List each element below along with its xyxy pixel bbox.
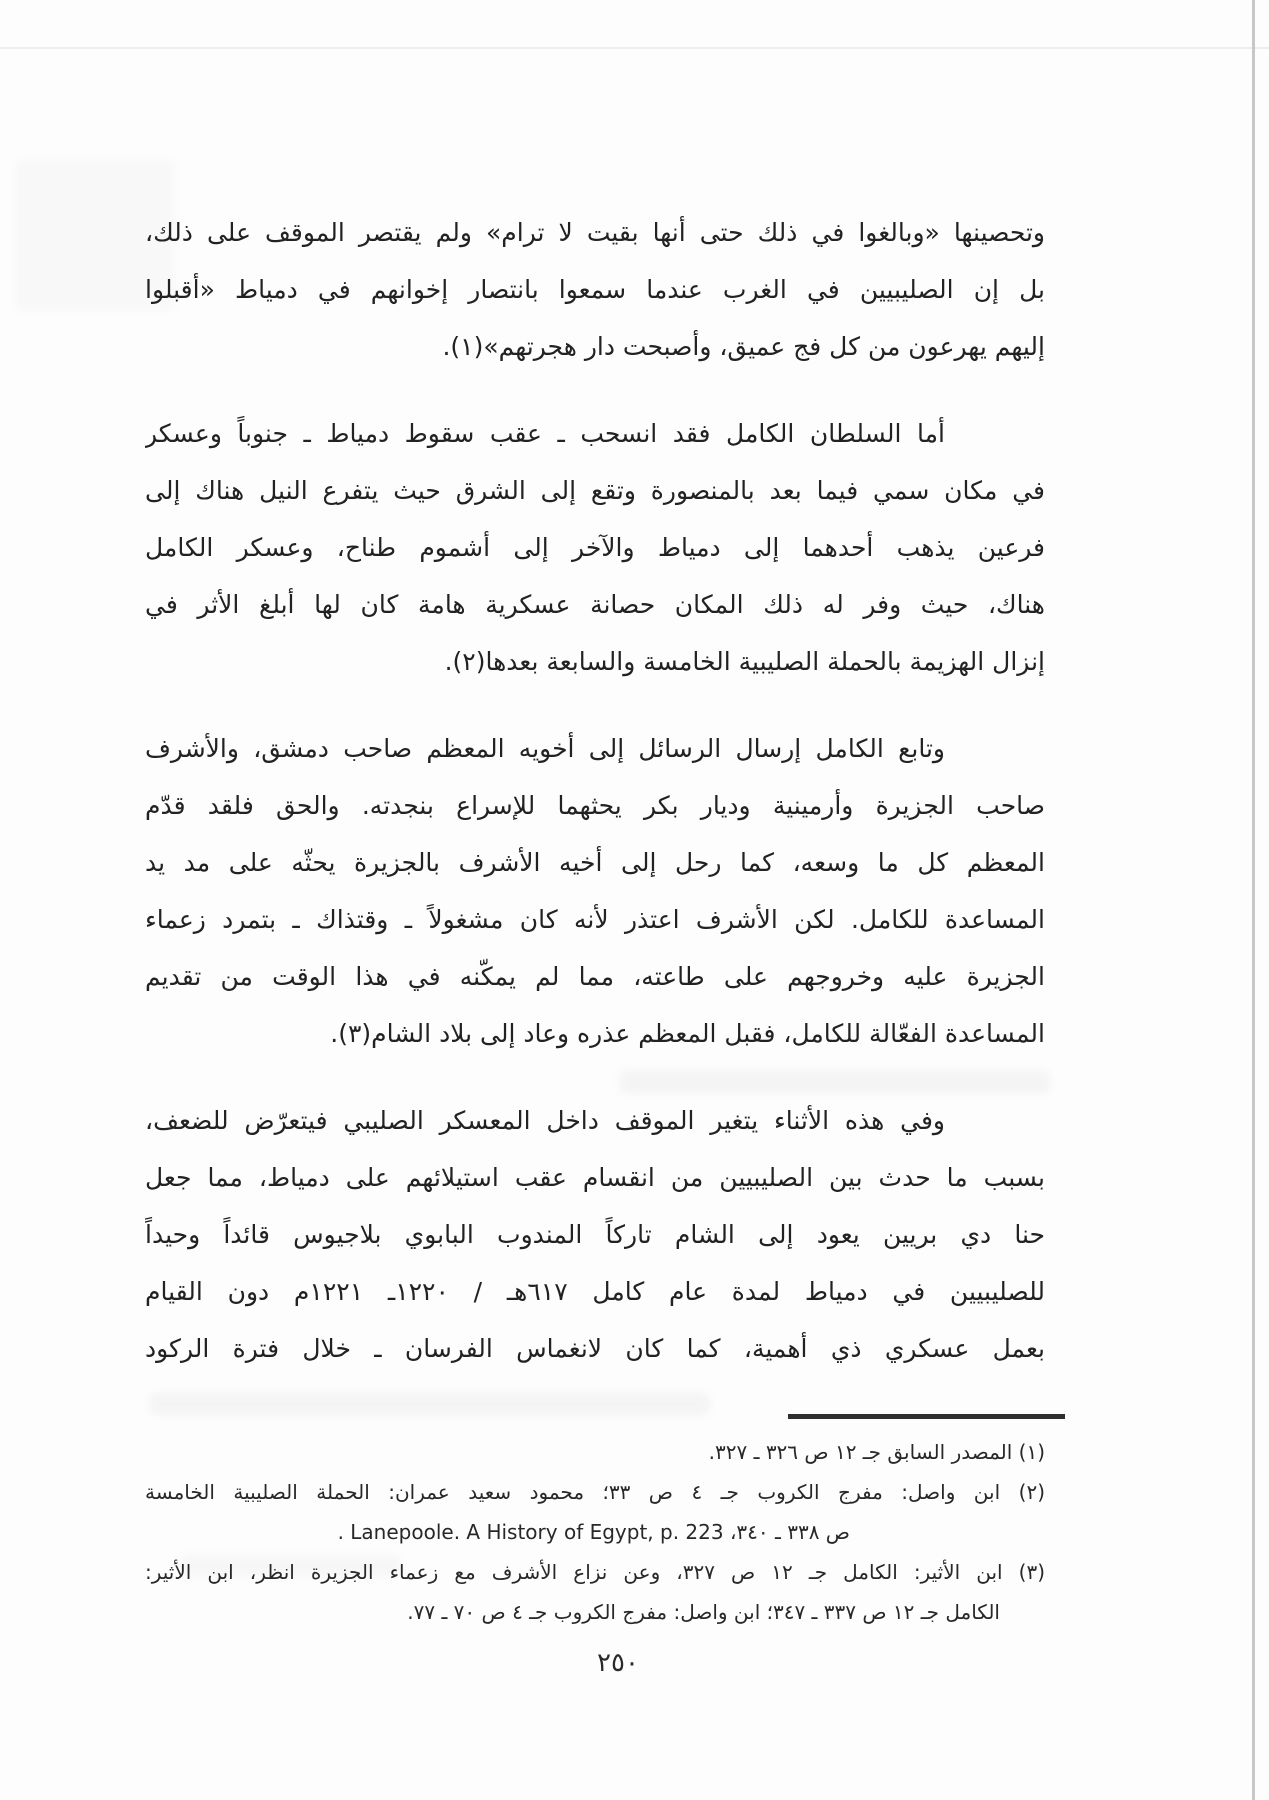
body-line: الجزيرة عليه وخروجهم على طاعته، مما لم يمكّنه في هذا الوقت من تقديم <box>145 962 1045 991</box>
body-line: أما السلطان الكامل فقد انسحب ـ عقب سقوط دمياط ـ جنوباً وعسكر <box>145 419 945 448</box>
body-line: وفي هذه الأثناء يتغير الموقف داخل المعسكر الصليبي فيتعرّض للضعف، <box>145 1106 945 1135</box>
body-text <box>145 204 1045 1377</box>
page-number: ٢٥٠ <box>597 1648 639 1678</box>
body-line: فرعين يذهب أحدهما إلى دمياط والآخر إلى أشموم طناح، وعسكر الكامل <box>145 533 1045 562</box>
body-line: هناك، حيث وفر له ذلك المكان حصانة عسكرية هامة كان لها أبلغ الأثر في <box>145 590 1045 619</box>
footnotes <box>145 1432 1045 1632</box>
body-line: إنزال الهزيمة بالحملة الصليبية الخامسة والسابعة بعدها(٢). <box>444 647 1045 676</box>
footnote-line: (٢) ابن واصل: مفرج الكروب جـ ٤ ص ٣٣؛ محمود سعيد عمران: الحملة الصليبية الخامسة <box>145 1480 1045 1504</box>
body-line: المعظم كل ما وسعه، كما رحل إلى أخيه الأشرف بالجزيرة يحثّه على مد يد <box>145 848 1045 877</box>
scan-artifact-top-streak <box>0 47 1269 49</box>
body-line: المساعدة للكامل. لكن الأشرف اعتذر لأنه كان مشغولاً ـ وقتذاك ـ بتمرد زعماء <box>145 905 1045 934</box>
body-line: وتحصينها «وبالغوا في ذلك حتى أنها بقيت لا ترام» ولم يقتصر الموقف على ذلك، <box>145 218 1045 247</box>
body-line: بسبب ما حدث بين الصليبيين من انقسام عقب استيلائهم على دمياط، مما جعل <box>145 1163 1045 1192</box>
body-line: صاحب الجزيرة وأرمينية وديار بكر يحثهما للإسراع بنجدته. والحق فلقد قدّم <box>145 791 1045 820</box>
body-line: إليهم يهرعون من كل فج عميق، وأصبحت دار هجرتهم»(١). <box>442 332 1045 361</box>
body-line: حنا دي بريين يعود إلى الشام تاركاً المندوب البابوي بلاجيوس قائداً وحيداً <box>145 1220 1045 1249</box>
scan-artifact-page-edge <box>1252 0 1255 1800</box>
body-line: وتابع الكامل إرسال الرسائل إلى أخويه المعظم صاحب دمشق، والأشرف <box>145 734 945 763</box>
body-line: المساعدة الفعّالة للكامل، فقبل المعظم عذره وعاد إلى بلاد الشام(٣). <box>330 1019 1045 1048</box>
body-line: في مكان سمي فيما بعد بالمنصورة وتقع إلى الشرق حيث يتفرع النيل هناك إلى <box>145 476 1045 505</box>
footnote-line: ص ٣٣٨ ـ ٣٤٠، Lanepoole. A History of Egypt, p. 223 . <box>337 1520 850 1544</box>
scan-artifact-bleedthrough <box>150 1393 710 1415</box>
body-line: بعمل عسكري ذي أهمية، كما كان لانغماس الفرسان ـ خلال فترة الركود <box>145 1334 1045 1363</box>
footnote-line: الكامل جـ ١٢ ص ٣٣٧ ـ ٣٤٧؛ ابن واصل: مفرج الكروب جـ ٤ ص ٧٠ ـ ٧٧. <box>407 1600 1000 1624</box>
footnote-line: (٣) ابن الأثير: الكامل جـ ١٢ ص ٣٢٧، وعن نزاع الأشرف مع زعماء الجزيرة انظر، ابن الأثير: <box>145 1560 1045 1584</box>
footnote-line: (١) المصدر السابق جـ ١٢ ص ٣٢٦ ـ ٣٢٧. <box>708 1440 1045 1464</box>
body-line: للصليبيين في دمياط لمدة عام كامل ٦١٧هـ / ١٢٢٠ـ ١٢٢١م دون القيام <box>145 1277 1045 1306</box>
footnote-separator <box>788 1414 1065 1419</box>
body-line: بل إن الصليبيين في الغرب عندما سمعوا بانتصار إخوانهم في دمياط «أقبلوا <box>145 275 1045 304</box>
